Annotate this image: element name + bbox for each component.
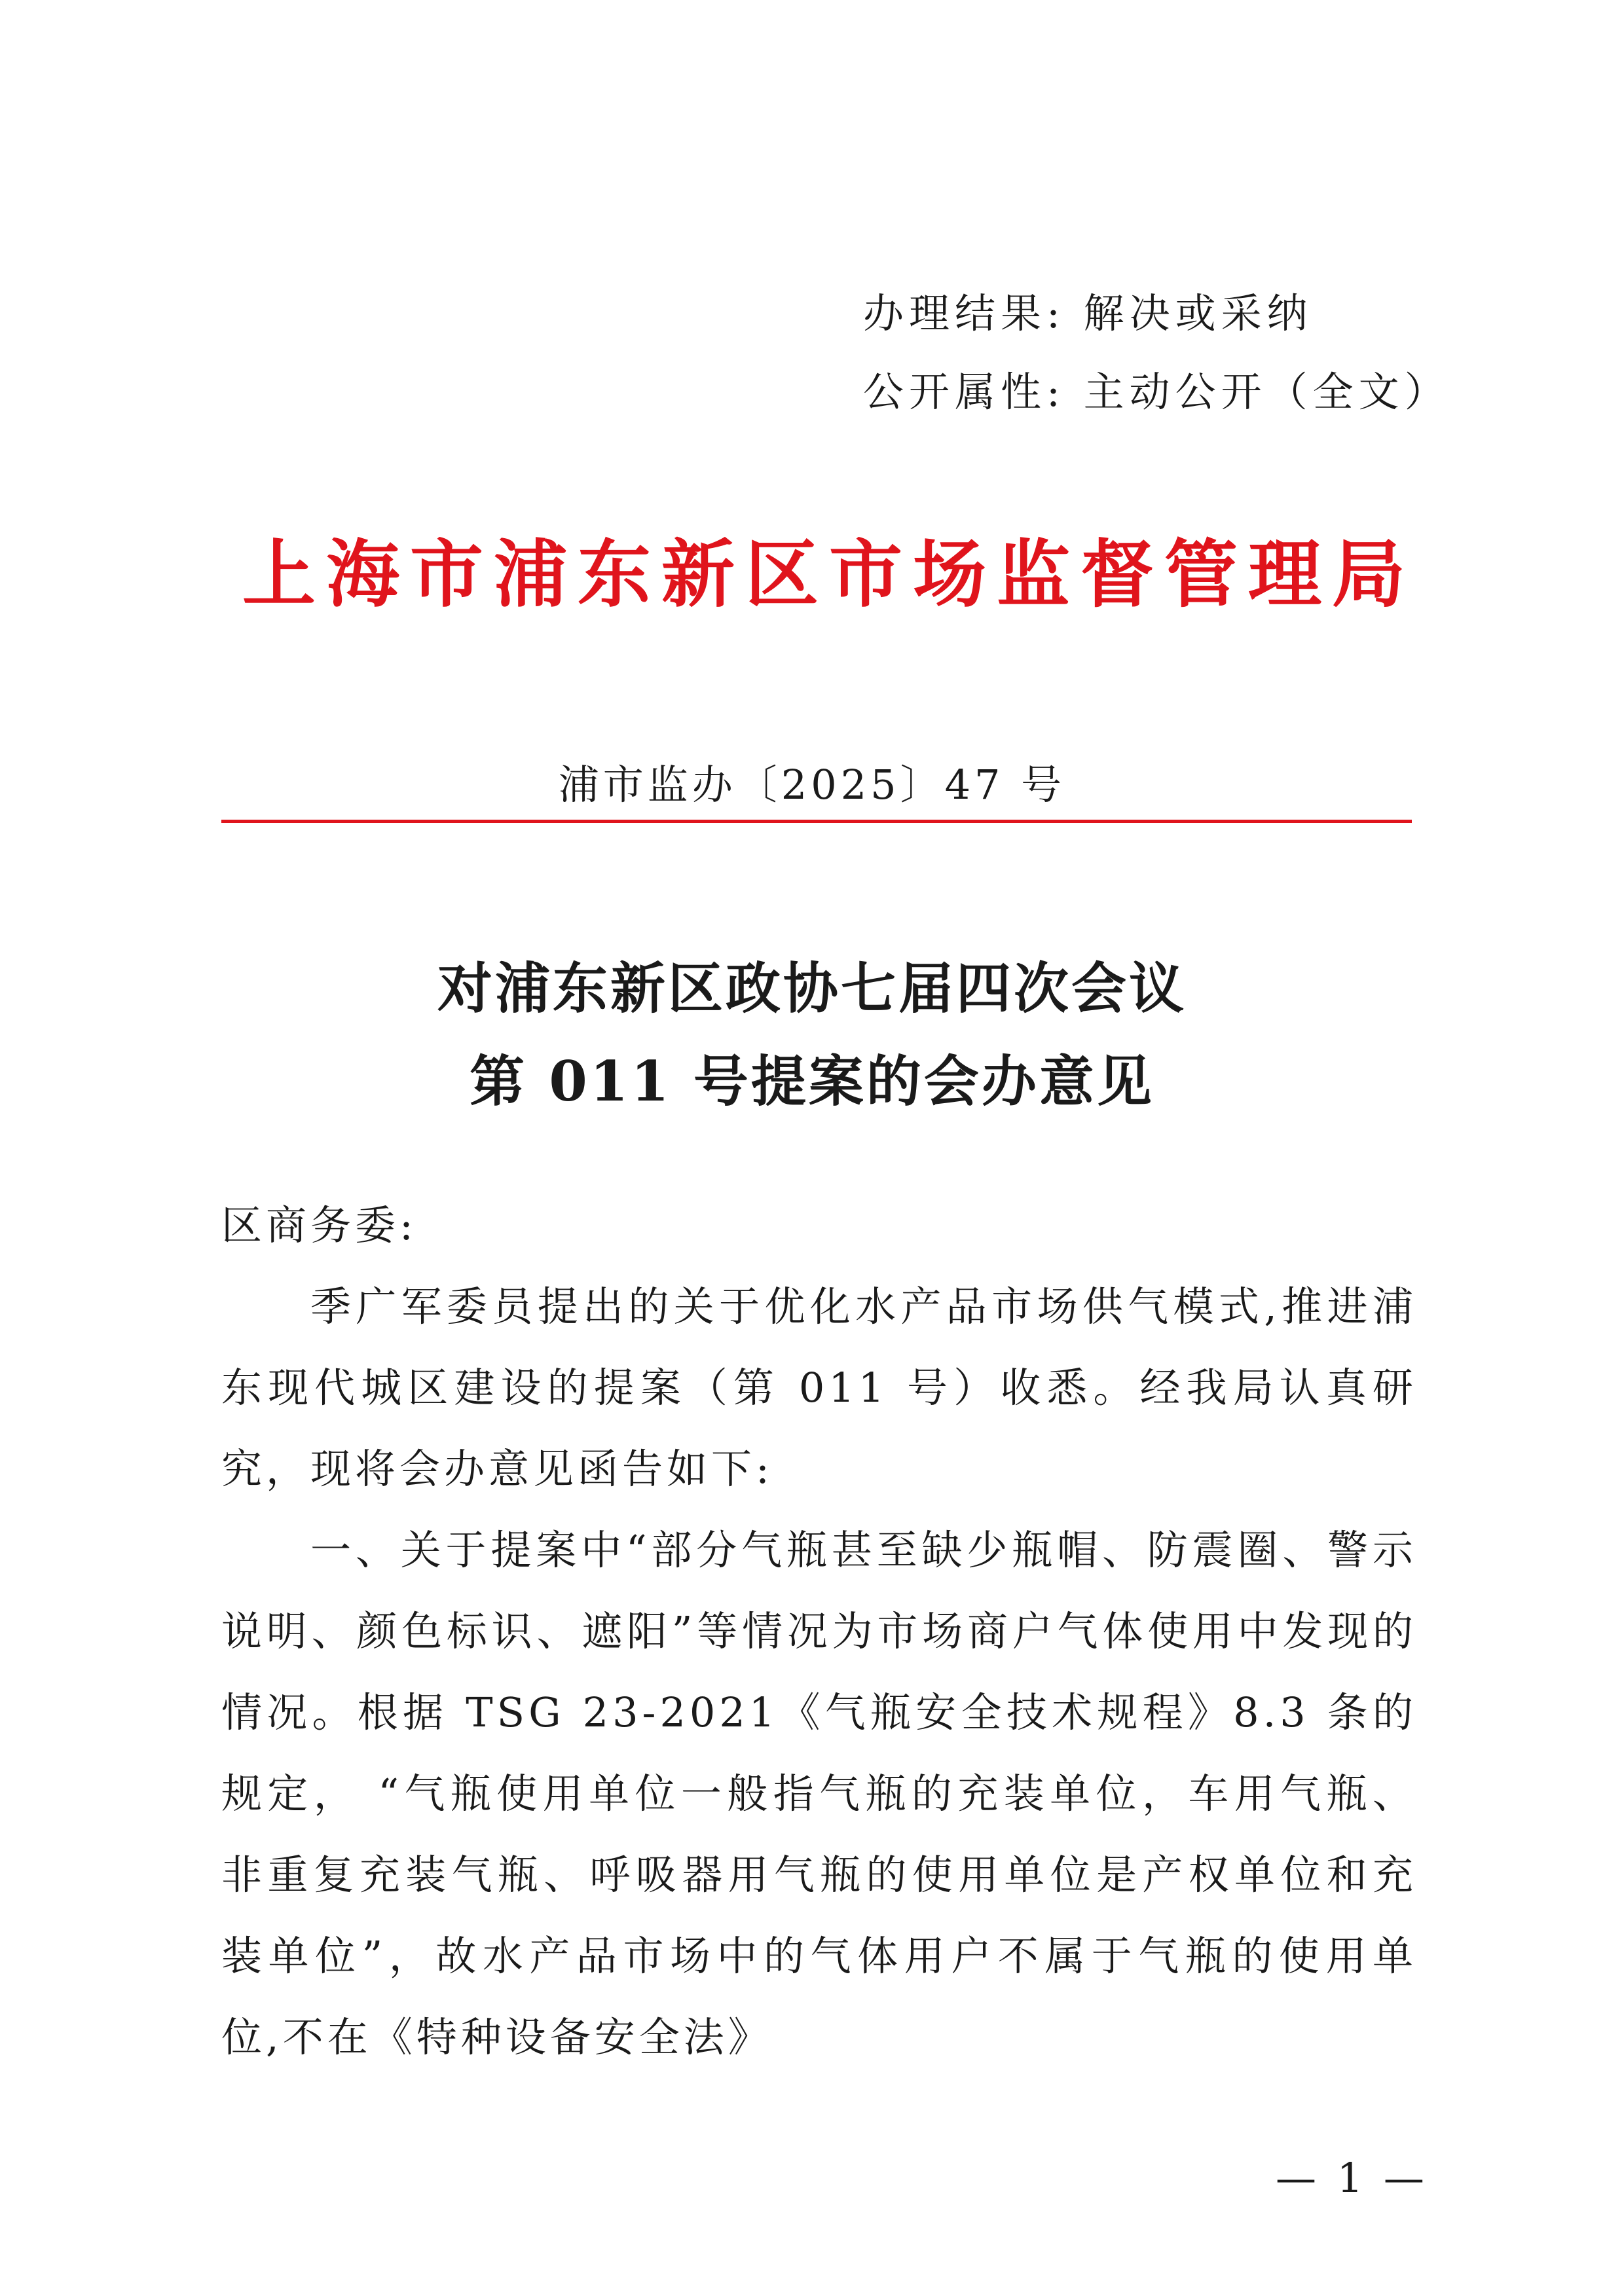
body-paragraph-2: 一、关于提案中“部分气瓶甚至缺少瓶帽、防震圈、警示说明、颜色标识、遮阳”等情况为市场商户气体使用中发现的情况。根据 TSG 23-2021《气瓶安全技术规程》8.3 条的规定， “气瓶使用单位一般指气瓶的充装单位，车用气瓶、非重复充装气瓶、呼吸器用气瓶的使用单位是产权单位和充装单位”，故水产品市场中的气体用户不属于气瓶的使用单位,不在《特种设备安全法》 xyxy=(221,1526,1417,2061)
page-number: — 1 — xyxy=(1276,2154,1428,2202)
document-title-line-2: 第 011 号提案的会办意见 xyxy=(470,1049,1154,1114)
document-title-line-1: 对浦东新区政协七届四次会议 xyxy=(437,956,1187,1021)
salutation: 区商务委: xyxy=(221,1201,417,1249)
red-divider-line xyxy=(221,820,1412,823)
disclosure-attribute: 公开属性: 主动公开（全文） xyxy=(863,368,1450,416)
issuing-organization-title: 上海市浦东新区市场监督管理局 xyxy=(242,532,1416,617)
document-body xyxy=(221,1185,1417,2078)
handling-result: 办理结果: 解决或采纳 xyxy=(863,289,1313,337)
body-paragraph-1: 季广军委员提出的关于优化水产品市场供气模式,推进浦东现代城区建设的提案（第 011 号）收悉。经我局认真研究，现将会办意见函告如下: xyxy=(221,1283,1417,1493)
document-number: 浦市监办〔2025〕47 号 xyxy=(558,761,1066,809)
